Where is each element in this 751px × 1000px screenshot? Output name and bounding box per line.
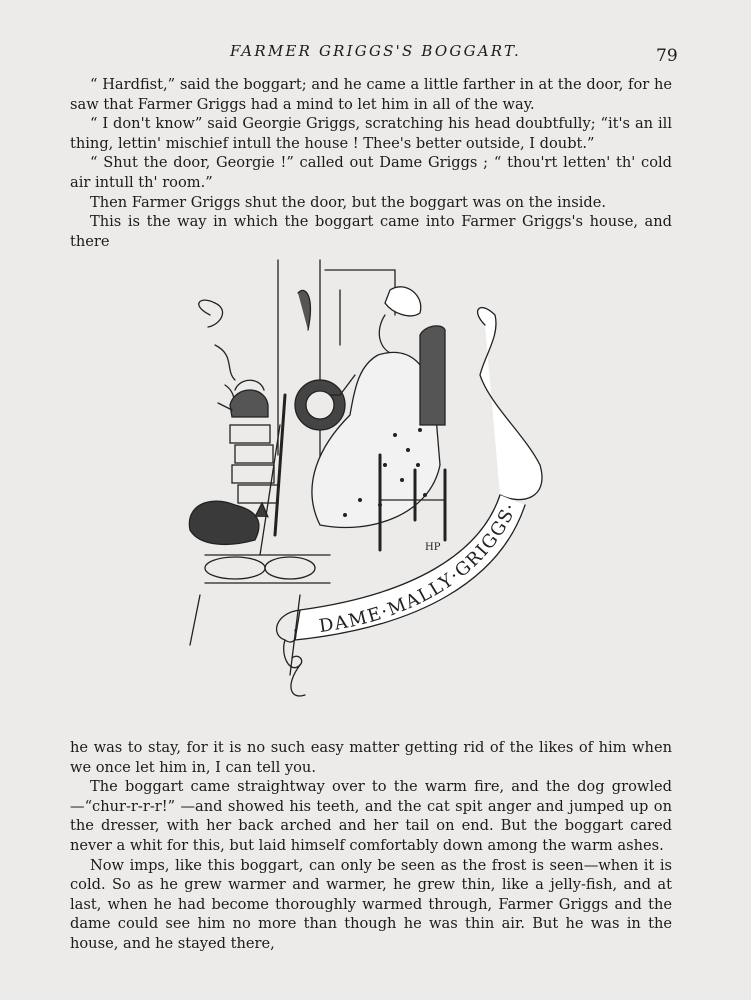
banner-caption: DAME·MALLY·GRIGGS· bbox=[317, 499, 522, 638]
paragraph: Then Farmer Griggs shut the door, but the boggart was on the inside. bbox=[90, 193, 607, 211]
paragraph: he was to stay, for it is no such easy matter getting rid of the likes of him when we once let him in, I can tell you. bbox=[70, 739, 672, 776]
paragraph: “ I don't know” said Georgie Griggs, scratching his head doubtfully; “it's an ill thing, lettin' mischief intull the house ! Thee's better outside, I doubt.” bbox=[70, 115, 672, 152]
page-header bbox=[0, 42, 751, 66]
dame-mally-griggs-illustration bbox=[180, 255, 560, 705]
page-number: 79 bbox=[656, 46, 678, 66]
artist-monogram: HP bbox=[425, 542, 441, 553]
paragraph: “ Hardfist,” said the boggart; and he came a little farther in at the door, for he saw that Farmer Griggs had a mind to let him in all of the way. bbox=[70, 76, 672, 113]
body-text-top bbox=[70, 75, 672, 251]
running-title: FARMER GRIGGS'S BOGGART. bbox=[230, 42, 522, 60]
paragraph: Now imps, like this boggart, can only be seen as the frost is seen—when it is cold. So as he grew warmer and warmer, he grew thin, like a jelly-fish, and at last, when he had become thoroughly warmed through, Farmer Griggs and the dame could see him no more than though he was thin air. But he was in the house, and he stayed there, bbox=[70, 856, 672, 952]
paragraph: The boggart came straightway over to the warm fire, and the dog growled—“chur-r-r-r!” —and showed his teeth, and the cat spit anger and jumped up on the dresser, with her back arched and her tail on end. But the boggart cared never a whit for this, but laid himself comfortably down among the warm ashes. bbox=[70, 778, 672, 854]
body-text-bottom bbox=[70, 738, 672, 954]
paragraph: “ Shut the door, Georgie !” called out Dame Griggs ; “ thou'rt letten' th' cold air intull th' room.” bbox=[70, 154, 672, 191]
paragraph: This is the way in which the boggart came into Farmer Griggs's house, and there bbox=[70, 213, 672, 250]
